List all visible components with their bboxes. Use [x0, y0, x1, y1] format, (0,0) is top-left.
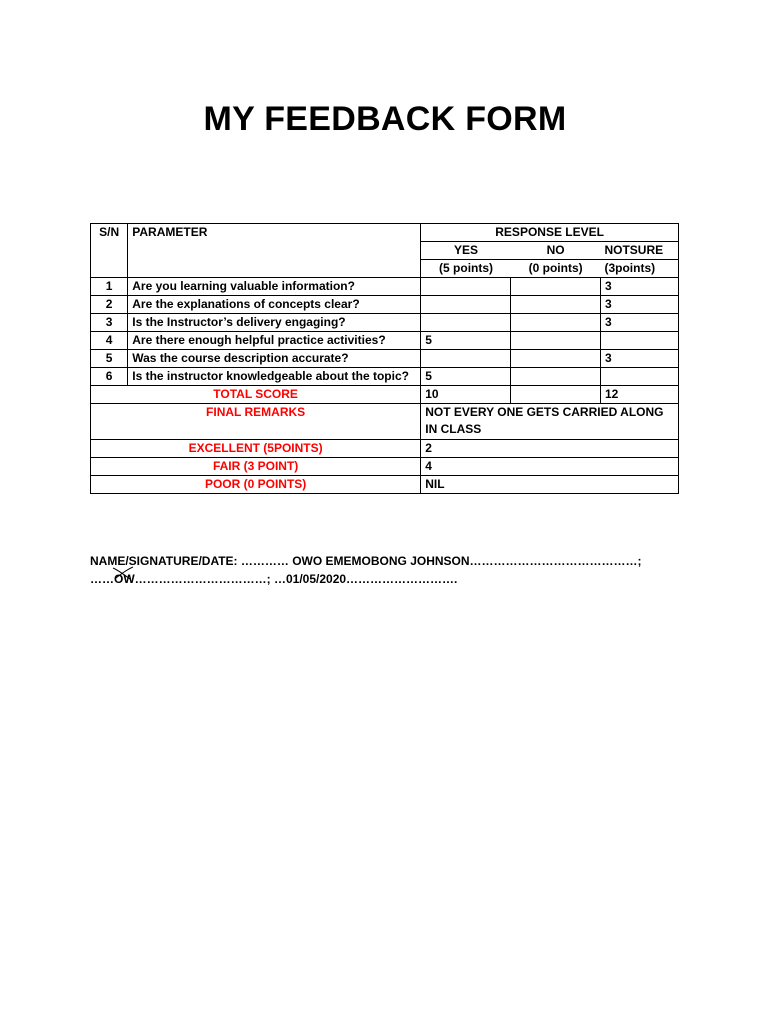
table-row — [91, 350, 679, 368]
table-row — [91, 368, 679, 386]
rating-label: FAIR (3 POINT) — [91, 458, 421, 476]
total-score-no — [511, 386, 601, 404]
row-parameter: Is the Instructor’s delivery engaging? — [128, 314, 421, 332]
row-parameter: Are you learning valuable information? — [128, 278, 421, 296]
row-parameter: Is the instructor knowledgeable about the topic? — [128, 368, 421, 386]
row-no — [511, 368, 601, 386]
row-notsure — [600, 368, 678, 386]
signature-block — [90, 552, 690, 588]
header-yes-points: (5 points) — [421, 260, 511, 278]
rating-value: 2 — [421, 440, 679, 458]
table-row — [91, 296, 679, 314]
header-no: NO — [511, 242, 601, 260]
header-notsure: NOTSURE — [600, 242, 678, 260]
signature-mark-text: OW — [114, 572, 135, 586]
signature-line-2-rest: ……………………………; …01/05/2020………………………. — [134, 572, 458, 586]
row-no — [511, 350, 601, 368]
rating-value: 4 — [421, 458, 679, 476]
row-parameter: Are there enough helpful practice activities? — [128, 332, 421, 350]
signature-scribble-icon — [112, 566, 134, 580]
header-no-points: (0 points) — [511, 260, 601, 278]
row-yes: 5 — [421, 332, 511, 350]
table-header-row — [91, 224, 679, 242]
signature-line-2 — [90, 570, 690, 588]
page-title: MY FEEDBACK FORM — [203, 100, 567, 138]
header-parameter: PARAMETER — [128, 224, 421, 278]
rating-row — [91, 458, 679, 476]
row-no — [511, 314, 601, 332]
row-no — [511, 278, 601, 296]
final-remarks-value: NOT EVERY ONE GETS CARRIED ALONG IN CLASS — [421, 404, 679, 440]
row-notsure: 3 — [600, 350, 678, 368]
rating-value: NIL — [421, 476, 679, 494]
row-parameter: Are the explanations of concepts clear? — [128, 296, 421, 314]
row-sn: 5 — [91, 350, 128, 368]
table-row — [91, 314, 679, 332]
total-score-notsure: 12 — [600, 386, 678, 404]
final-remarks-label: FINAL REMARKS — [91, 404, 421, 440]
row-notsure: 3 — [600, 278, 678, 296]
row-yes — [421, 314, 511, 332]
row-parameter: Was the course description accurate? — [128, 350, 421, 368]
row-yes — [421, 278, 511, 296]
row-sn: 1 — [91, 278, 128, 296]
total-score-label: TOTAL SCORE — [91, 386, 421, 404]
row-sn: 6 — [91, 368, 128, 386]
header-yes: YES — [421, 242, 511, 260]
total-score-yes: 10 — [421, 386, 511, 404]
row-sn: 3 — [91, 314, 128, 332]
header-sn: S/N — [91, 224, 128, 278]
signature-line-2-prefix: …… — [90, 572, 114, 586]
row-no — [511, 296, 601, 314]
final-remarks-row — [91, 404, 679, 440]
rating-row — [91, 476, 679, 494]
handwritten-signature — [114, 570, 135, 588]
rating-row — [91, 440, 679, 458]
feedback-table — [90, 223, 679, 494]
row-sn: 4 — [91, 332, 128, 350]
header-notsure-points: (3points) — [600, 260, 678, 278]
rating-label: EXCELLENT (5POINTS) — [91, 440, 421, 458]
table-row — [91, 278, 679, 296]
row-yes — [421, 350, 511, 368]
row-notsure: 3 — [600, 314, 678, 332]
row-yes: 5 — [421, 368, 511, 386]
row-sn: 2 — [91, 296, 128, 314]
header-response-level: RESPONSE LEVEL — [421, 224, 679, 242]
rating-label: POOR (0 POINTS) — [91, 476, 421, 494]
total-score-row — [91, 386, 679, 404]
row-no — [511, 332, 601, 350]
signature-line-1: NAME/SIGNATURE/DATE: ………… OWO EMEMOBONG JOHNSON……………………………………; — [90, 554, 642, 568]
table-row — [91, 332, 679, 350]
row-notsure: 3 — [600, 296, 678, 314]
row-yes — [421, 296, 511, 314]
row-notsure — [600, 332, 678, 350]
